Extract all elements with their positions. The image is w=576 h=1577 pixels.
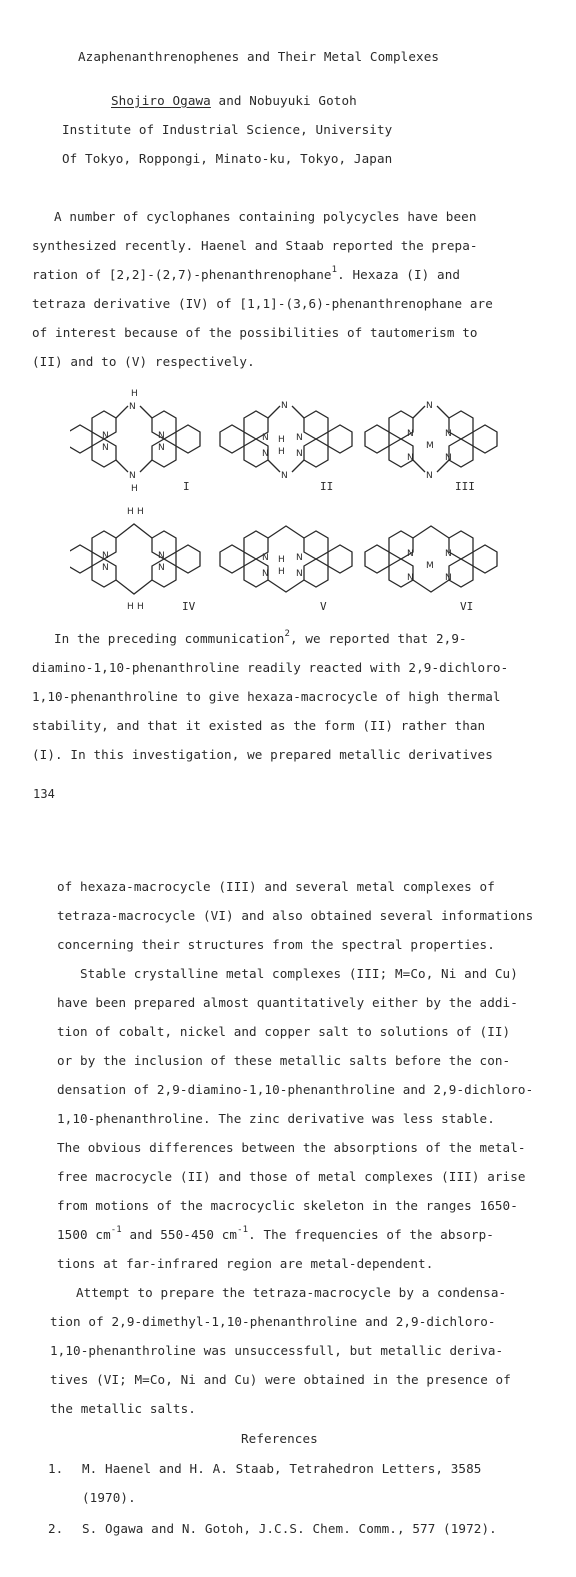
atom-N: N — [158, 431, 165, 441]
p3-line-2: tetraza-macrocycle (VI) and also obtained several informations — [57, 908, 534, 923]
atom-N: N — [445, 549, 452, 559]
p2-line-2: diamino-1,10-phenanthroline readily reacted with 2,9-dichloro- — [32, 660, 509, 675]
label-VI: VI — [460, 600, 474, 613]
atom-N: N — [262, 449, 269, 459]
p4-line-10a: 1500 cm — [57, 1227, 111, 1242]
label-IV: IV — [182, 600, 196, 613]
p4-line-10c: . The frequencies of the absorp- — [248, 1227, 494, 1242]
atom-H: H — [127, 507, 134, 517]
p1-line-2: synthesized recently. Haenel and Staab reported the prepa- — [32, 238, 478, 253]
ref-2-number: 2. — [48, 1521, 64, 1536]
p4-line-7: The obvious differences between the absorptions of the metal- — [57, 1140, 526, 1155]
footnote-ref-2: 2 — [284, 629, 290, 639]
atom-N: N — [426, 471, 433, 481]
atom-M: M — [426, 561, 434, 571]
p1-line-4: tetraza derivative (IV) of [1,1]-(3,6)-phenanthrenophane are — [32, 296, 493, 311]
atom-N: N — [296, 433, 303, 443]
p5-line-5: the metallic salts. — [50, 1401, 196, 1416]
label-III: III — [455, 480, 475, 493]
p2-line-1a: In the preceding communication — [54, 631, 285, 646]
p4-line-2: have been prepared almost quantitatively either by the addi- — [57, 995, 518, 1010]
atom-H: H — [278, 447, 285, 457]
structure-IV — [70, 507, 200, 613]
atom-N: N — [296, 553, 303, 563]
page-number: 134 — [33, 787, 55, 801]
atom-N: N — [102, 551, 109, 561]
structure-II — [220, 401, 352, 493]
atom-N: N — [445, 453, 452, 463]
atom-H: H — [278, 555, 285, 565]
ref-1-line-1: M. Haenel and H. A. Staab, Tetrahedron Letters, 3585 — [82, 1461, 482, 1476]
atom-N: N — [262, 553, 269, 563]
label-I: I — [183, 480, 190, 493]
atom-N: N — [281, 471, 288, 481]
p1-line-5: of interest because of the possibilities of tautomerism to — [32, 325, 478, 340]
p1-line-1: A number of cyclophanes containing polycycles have been — [54, 209, 477, 224]
p2-line-1b: , we reported that 2,9- — [290, 631, 467, 646]
p5-line-1: Attempt to prepare the tetraza-macrocycle by a condensa- — [76, 1285, 507, 1300]
atom-H: H — [131, 389, 138, 399]
atom-N: N — [102, 443, 109, 453]
atom-N: N — [426, 401, 433, 411]
atom-H: H — [131, 484, 138, 494]
references-heading: References — [241, 1431, 318, 1446]
p5-line-2: tion of 2,9-dimethyl-1,10-phenanthroline and 2,9-dichloro- — [50, 1314, 496, 1329]
structures-figure — [70, 380, 510, 625]
atom-N: N — [445, 429, 452, 439]
p5-line-3: 1,10-phenanthroline was unsuccessfull, but metallic deriva- — [50, 1343, 504, 1358]
p4-line-3: tion of cobalt, nickel and copper salt to solutions of (II) — [57, 1024, 511, 1039]
p4-line-4: or by the inclusion of these metallic salts before the con- — [57, 1053, 511, 1068]
p1-line-6: (II) and to (V) respectively. — [32, 354, 255, 369]
ref-2-line-1: S. Ogawa and N. Gotoh, J.C.S. Chem. Comm., 577 (1972). — [82, 1521, 497, 1536]
p4-line-1: Stable crystalline metal complexes (III; M=Co, Ni and Cu) — [80, 966, 518, 981]
affiliation-line-1: Institute of Industrial Science, University — [62, 122, 393, 137]
p2-line-1 — [54, 631, 467, 649]
footnote-ref-1: 1 — [331, 265, 338, 275]
author-underlined: Shojiro Ogawa — [111, 93, 211, 108]
structure-VI — [365, 526, 497, 613]
p4-line-8: free macrocycle (II) and those of metal complexes (III) arise — [57, 1169, 526, 1184]
atom-N: N — [262, 433, 269, 443]
p3-line-3: concerning their structures from the spectral properties. — [57, 937, 495, 952]
unit-exponent: -1 — [110, 1225, 122, 1235]
atom-N: N — [102, 563, 109, 573]
p2-line-4: stability, and that it existed as the form (II) rather than — [32, 718, 486, 733]
atom-N: N — [262, 569, 269, 579]
paper-title: Azaphenanthrenophenes and Their Metal Complexes — [78, 49, 440, 64]
atom-N: N — [296, 569, 303, 579]
p5-line-4: tives (VI; M=Co, Ni and Cu) were obtained in the presence of — [50, 1372, 511, 1387]
p1-line-3 — [32, 267, 460, 285]
ref-1-number: 1. — [48, 1461, 64, 1476]
p4-line-9: from motions of the macrocyclic skeleton in the ranges 1650- — [57, 1198, 518, 1213]
atom-H: H — [127, 602, 134, 612]
p2-line-3: 1,10-phenanthroline to give hexaza-macrocycle of high thermal — [32, 689, 501, 704]
atom-N: N — [158, 443, 165, 453]
label-II: II — [320, 480, 334, 493]
label-V: V — [320, 600, 327, 613]
atom-H: H — [137, 507, 144, 517]
atom-N: N — [445, 573, 452, 583]
ref-1-line-2: (1970). — [82, 1490, 136, 1505]
p4-line-10b: and 550-450 cm — [121, 1227, 238, 1242]
authors — [111, 93, 357, 109]
atom-H: H — [278, 567, 285, 577]
p1-line-3b: . Hexaza (I) and — [337, 267, 461, 282]
unit-exponent: -1 — [237, 1225, 249, 1235]
structure-V — [220, 526, 352, 613]
atom-N: N — [296, 449, 303, 459]
atom-N: N — [407, 549, 414, 559]
atom-N: N — [281, 401, 288, 411]
affiliation-line-2: Of Tokyo, Roppongi, Minato-ku, Tokyo, Japan — [62, 151, 393, 166]
atom-N: N — [407, 429, 414, 439]
atom-N: N — [158, 551, 165, 561]
p3-line-1: of hexaza-macrocycle (III) and several metal complexes of — [57, 879, 495, 894]
atom-N: N — [407, 453, 414, 463]
p4-line-6: 1,10-phenanthroline. The zinc derivative was less stable. — [57, 1111, 495, 1126]
p2-line-5: (I). In this investigation, we prepared metallic derivatives — [32, 747, 493, 762]
p4-line-10 — [57, 1227, 494, 1245]
p4-line-11: tions at far-infrared region are metal-dependent. — [57, 1256, 434, 1271]
structure-III — [365, 401, 497, 493]
atom-N: N — [407, 573, 414, 583]
atom-H: H — [278, 435, 285, 445]
atom-M: M — [426, 441, 434, 451]
structure-I — [70, 389, 200, 494]
p1-line-3a: ration of [2,2]-(2,7)-phenanthrenophane — [32, 267, 332, 282]
atom-N: N — [129, 471, 136, 481]
author-rest: and Nobuyuki Gotoh — [210, 93, 357, 108]
atom-N: N — [129, 402, 136, 412]
p4-line-5: densation of 2,9-diamino-1,10-phenanthroline and 2,9-dichloro- — [57, 1082, 534, 1097]
atom-H: H — [137, 602, 144, 612]
atom-N: N — [158, 563, 165, 573]
atom-N: N — [102, 431, 109, 441]
